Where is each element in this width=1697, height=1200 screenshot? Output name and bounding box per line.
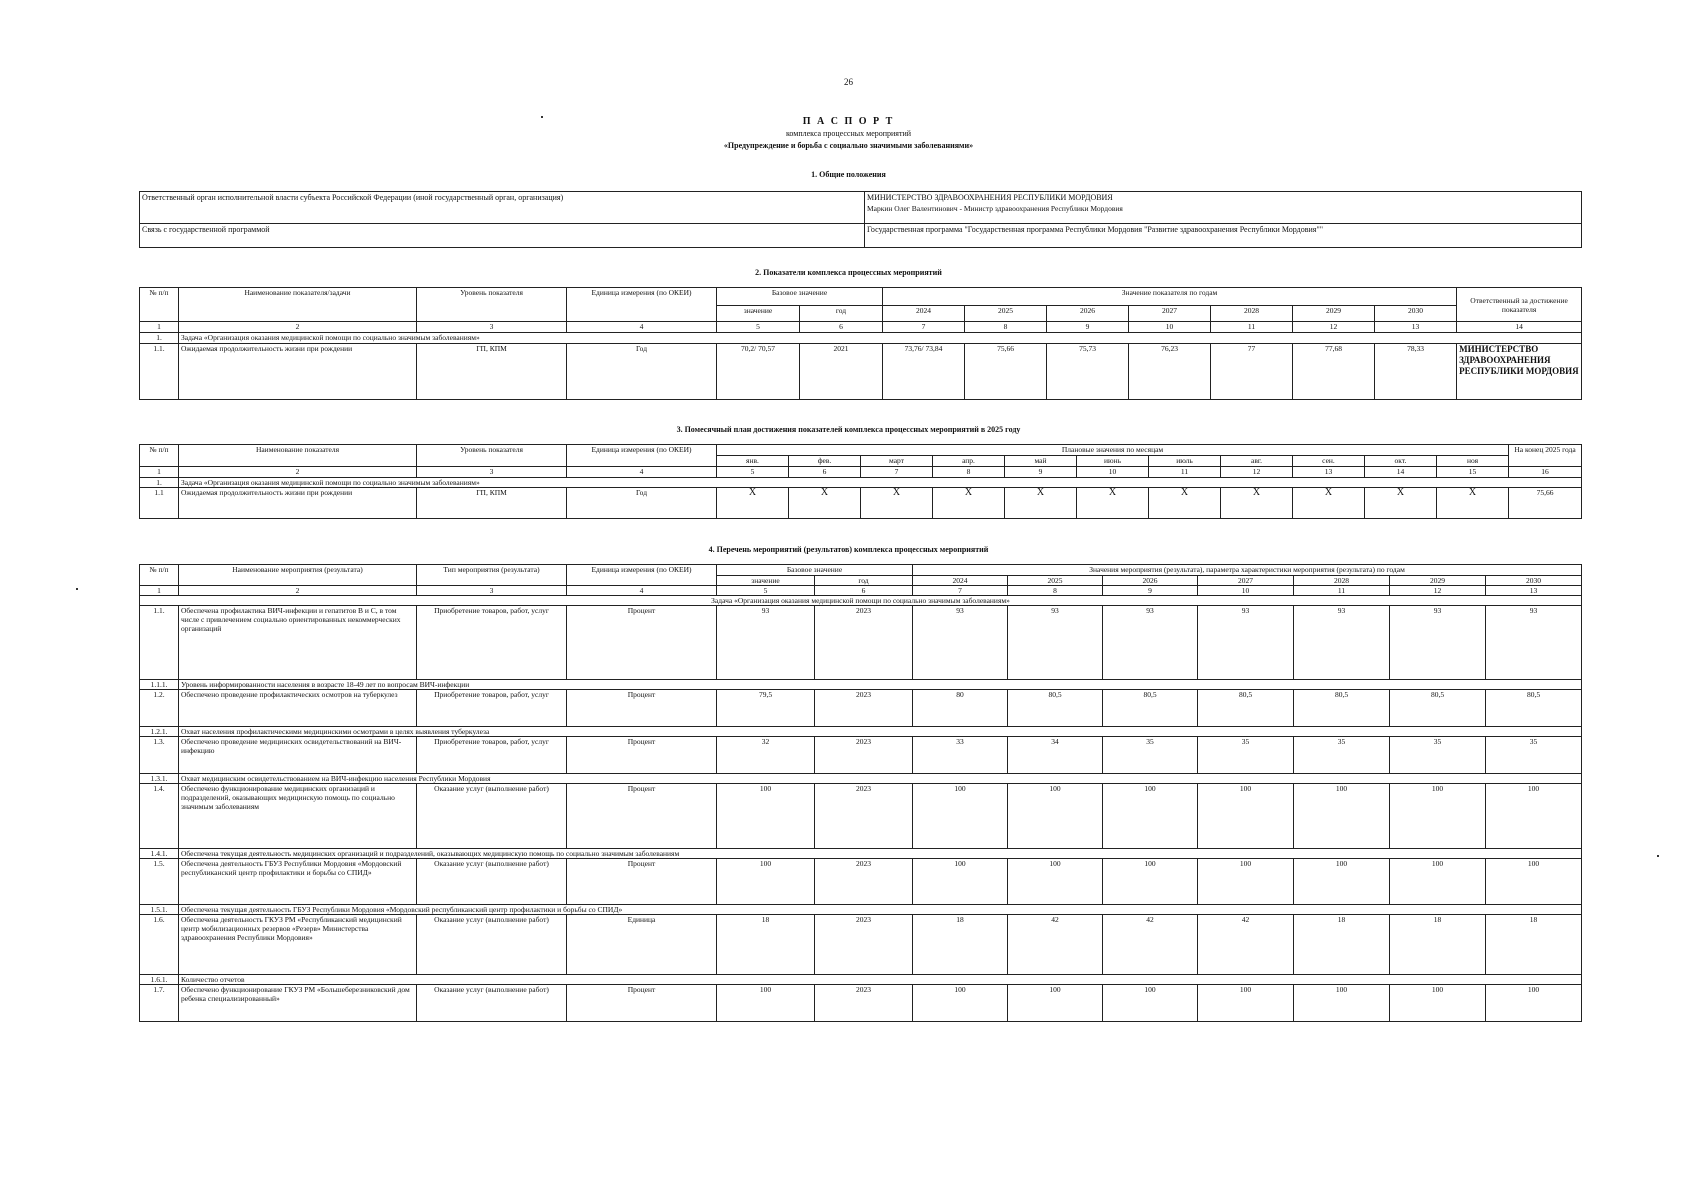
act-sub-name: Обеспечена текущая деятельность медицинских организаций и подразделений, оказывающих медицинскую помощь по социально значимым заболеваниям <box>179 849 1582 859</box>
plan-row-month: X <box>861 488 933 519</box>
act-colnum: 8 <box>1008 586 1103 596</box>
act-row-value: 80,5 <box>1390 690 1486 727</box>
act-row-num: 1.1. <box>140 606 179 680</box>
act-colnum: 7 <box>913 586 1008 596</box>
act-sub-num: 1.3.1. <box>140 774 179 784</box>
ind-colnum: 9 <box>1047 322 1129 333</box>
table-row <box>140 774 1582 784</box>
plan-colnum: 9 <box>1005 467 1077 478</box>
act-row-value: 18 <box>913 915 1008 975</box>
ind-colnum: 10 <box>1129 322 1211 333</box>
act-row-value: 100 <box>1198 985 1294 1022</box>
plan-month: май <box>1005 456 1077 467</box>
plan-colnum: 8 <box>933 467 1005 478</box>
act-row-value: 33 <box>913 737 1008 774</box>
ind-task: Задача «Организация оказания медицинской помощи по социально значимым заболеваниям» <box>179 333 1582 344</box>
act-sub-num: 1.1.1. <box>140 680 179 690</box>
act-row-value: 100 <box>1294 784 1390 849</box>
ind-task-num: 1. <box>140 333 179 344</box>
act-row-base-year: 2023 <box>815 690 913 727</box>
act-sub-num: 1.4.1. <box>140 849 179 859</box>
act-sub-num: 1.6.1. <box>140 975 179 985</box>
plan-colnum: 12 <box>1221 467 1293 478</box>
act-colnum: 1 <box>140 586 179 596</box>
act-row-value: 80,5 <box>1486 690 1582 727</box>
plan-colnum: 1 <box>140 467 179 478</box>
act-year-2029: 2029 <box>1390 576 1486 586</box>
plan-task-num: 1. <box>140 478 179 488</box>
act-row-value: 35 <box>1390 737 1486 774</box>
passport-subtitle-2: «Предупреждение и борьба с социально значимыми заболеваниями» <box>723 141 974 150</box>
ind-row-value: 78,33 <box>1375 344 1457 400</box>
act-row-base-year: 2023 <box>815 606 913 680</box>
act-row-base-val: 79,5 <box>717 690 815 727</box>
table-row <box>140 985 1582 1022</box>
plan-colnum: 2 <box>179 467 417 478</box>
plan-month: март <box>861 456 933 467</box>
responsible-body-value <box>865 192 1582 224</box>
plan-colnum: 7 <box>861 467 933 478</box>
activities-table <box>139 564 1582 1022</box>
act-row-value: 80,5 <box>1008 690 1103 727</box>
ind-colnum: 13 <box>1375 322 1457 333</box>
ind-colnum: 3 <box>417 322 567 333</box>
act-row-value: 35 <box>1103 737 1198 774</box>
act-row-type: Приобретение товаров, работ, услуг <box>417 690 567 727</box>
plan-row-month: X <box>717 488 789 519</box>
act-sub-name: Охват медицинским освидетельствованием на ВИЧ-инфекцию населения Республики Мордовия <box>179 774 1582 784</box>
act-row-value: 35 <box>1198 737 1294 774</box>
act-h-name: Наименование мероприятия (результата) <box>179 565 417 586</box>
act-row-value: 93 <box>1008 606 1103 680</box>
plan-row-unit: Год <box>567 488 717 519</box>
ind-row-name: Ожидаемая продолжительность жизни при рождении <box>179 344 417 400</box>
act-h-val: значение <box>717 576 815 586</box>
act-h-base: Базовое значение <box>717 565 913 576</box>
act-row-value: 34 <box>1008 737 1103 774</box>
act-row-value: 100 <box>1390 859 1486 905</box>
section-4-heading: 4. Перечень мероприятий (результатов) комплекса процессных мероприятий <box>708 545 989 554</box>
scan-speck <box>541 116 543 118</box>
ind-row-num: 1.1. <box>140 344 179 400</box>
plan-month: окт. <box>1365 456 1437 467</box>
act-row-base-val: 100 <box>717 985 815 1022</box>
act-row-type: Оказание услуг (выполнение работ) <box>417 784 567 849</box>
plan-colnum: 3 <box>417 467 567 478</box>
plan-month: июль <box>1149 456 1221 467</box>
ind-row-base-year: 2021 <box>800 344 883 400</box>
ind-year-2024: 2024 <box>883 306 965 322</box>
act-year-2028: 2028 <box>1294 576 1390 586</box>
act-row-name: Обеспечена деятельность ГКУЗ РМ «Республиканский медицинский центр мобилизационных резервов «Резерв» Министерства здравоохранения Республики Мордовия» <box>179 915 417 975</box>
act-colnum: 3 <box>417 586 567 596</box>
plan-row-month: X <box>933 488 1005 519</box>
ind-row-value: 77 <box>1211 344 1293 400</box>
act-row-value: 93 <box>1198 606 1294 680</box>
act-sub-name: Обеспечена текущая деятельность ГБУЗ Республики Мордовия «Мордовский республиканский центр профилактики и борьбы со СПИД» <box>179 905 1582 915</box>
table-row <box>140 680 1582 690</box>
table-row <box>140 690 1582 727</box>
act-colnum: 12 <box>1390 586 1486 596</box>
act-row-base-val: 100 <box>717 784 815 849</box>
ind-colnum: 1 <box>140 322 179 333</box>
act-year-2026: 2026 <box>1103 576 1198 586</box>
responsible-body-label: Ответственный орган исполнительной власти субъекта Российской Федерации (иной государственный орган, организация) <box>140 192 865 224</box>
ind-colnum: 8 <box>965 322 1047 333</box>
plan-colnum: 5 <box>717 467 789 478</box>
act-sub-name: Количество отчетов <box>179 975 1582 985</box>
act-row-value: 100 <box>1008 985 1103 1022</box>
act-row-value: 100 <box>1390 784 1486 849</box>
act-row-name: Обеспечена деятельность ГБУЗ Республики Мордовия «Мордовский республиканский центр профилактики и борьбы со СПИД» <box>179 859 417 905</box>
act-row-value: 35 <box>1486 737 1582 774</box>
act-colnum: 6 <box>815 586 913 596</box>
act-row-value: 100 <box>913 985 1008 1022</box>
section-1-heading: 1. Общие положения <box>811 170 886 179</box>
plan-task: Задача «Организация оказания медицинской помощи по социально значимым заболеваниям» <box>179 478 1582 488</box>
act-row-value: 100 <box>913 784 1008 849</box>
general-info-table <box>139 191 1582 248</box>
plan-row-month: X <box>1365 488 1437 519</box>
plan-colnum: 13 <box>1293 467 1365 478</box>
table-row <box>140 727 1582 737</box>
minister-name: Маркин Олег Валентинович - Министр здравоохранения Республики Мордовия <box>867 204 1123 213</box>
act-row-base-year: 2023 <box>815 915 913 975</box>
act-row-value: 100 <box>1008 859 1103 905</box>
act-colnum: 2 <box>179 586 417 596</box>
act-row-base-val: 100 <box>717 859 815 905</box>
ind-year-2030: 2030 <box>1375 306 1457 322</box>
act-row-value: 93 <box>1486 606 1582 680</box>
act-h-unit: Единица измерения (по ОКЕИ) <box>567 565 717 586</box>
monthly-plan-table <box>139 444 1582 519</box>
plan-row-end: 75,66 <box>1509 488 1582 519</box>
table-row <box>140 849 1582 859</box>
plan-month: янв. <box>717 456 789 467</box>
act-row-value: 80 <box>913 690 1008 727</box>
passport-header <box>0 116 1697 152</box>
plan-month: июнь <box>1077 456 1149 467</box>
act-row-type: Приобретение товаров, работ, услуг <box>417 606 567 680</box>
act-colnum: 4 <box>567 586 717 596</box>
act-sub-num: 1.5.1. <box>140 905 179 915</box>
ministry-name: МИНИСТЕРСТВО ЗДРАВООХРАНЕНИЯ РЕСПУБЛИКИ МОРДОВИЯ <box>867 193 1113 202</box>
ind-row-value: 75,73 <box>1047 344 1129 400</box>
plan-colnum: 14 <box>1365 467 1437 478</box>
ind-h-val: значение <box>717 306 800 322</box>
ind-colnum: 14 <box>1457 322 1582 333</box>
ind-row-value: 75,66 <box>965 344 1047 400</box>
ind-row-resp: МИНИСТЕРСТВО ЗДРАВООХРАНЕНИЯ РЕСПУБЛИКИ МОРДОВИЯ <box>1457 344 1582 400</box>
ind-row-value: 76,23 <box>1129 344 1211 400</box>
act-row-name: Обеспечено функционирование медицинских организаций и подразделений, оказывающих медицинскую помощь по социально значимым заболеваниям <box>179 784 417 849</box>
act-row-value: 100 <box>1103 985 1198 1022</box>
act-row-value: 100 <box>1294 859 1390 905</box>
ind-row-unit: Год <box>567 344 717 400</box>
act-row-type: Оказание услуг (выполнение работ) <box>417 859 567 905</box>
act-row-value: 100 <box>1294 985 1390 1022</box>
act-row-value: 93 <box>1103 606 1198 680</box>
act-row-name: Обеспечена профилактика ВИЧ-инфекции и гепатитов В и С, в том числе с привлечением социально ориентированных некоммерческих организаций <box>179 606 417 680</box>
scan-speck <box>1657 855 1659 857</box>
plan-h-level: Уровень показателя <box>417 445 567 467</box>
page-number: 26 <box>844 77 853 87</box>
ind-year-2029: 2029 <box>1293 306 1375 322</box>
plan-h-end: На конец 2025 года <box>1509 445 1582 467</box>
ind-colnum: 12 <box>1293 322 1375 333</box>
plan-colnum: 4 <box>567 467 717 478</box>
act-row-value: 80,5 <box>1103 690 1198 727</box>
ind-colnum: 2 <box>179 322 417 333</box>
act-h-type: Тип мероприятия (результата) <box>417 565 567 586</box>
plan-row-month: X <box>789 488 861 519</box>
ind-row-value: 77,68 <box>1293 344 1375 400</box>
act-row-value: 42 <box>1198 915 1294 975</box>
act-h-years-title: Значения мероприятия (результата), параметра характеристики мероприятия (результата) по годам <box>913 565 1582 576</box>
act-year-2030: 2030 <box>1486 576 1582 586</box>
ind-year-2027: 2027 <box>1129 306 1211 322</box>
act-task: Задача «Организация оказания медицинской помощи по социально значимым заболеваниям» <box>140 596 1582 606</box>
act-h-year: год <box>815 576 913 586</box>
act-row-num: 1.3. <box>140 737 179 774</box>
plan-row-month: X <box>1437 488 1509 519</box>
table-row <box>140 915 1582 975</box>
act-h-num: № п/п <box>140 565 179 586</box>
act-sub-name: Уровень информированности населения в возрасте 18-49 лет по вопросам ВИЧ-инфекции <box>179 680 1582 690</box>
act-colnum: 9 <box>1103 586 1198 596</box>
plan-row-month: X <box>1221 488 1293 519</box>
act-row-value: 80,5 <box>1294 690 1390 727</box>
act-row-num: 1.2. <box>140 690 179 727</box>
passport-title: П А С П О Р Т <box>802 116 895 127</box>
act-row-name: Обеспечено функционирование ГКУЗ РМ «Большеберезниковский дом ребенка специализированный» <box>179 985 417 1022</box>
act-row-value: 80,5 <box>1198 690 1294 727</box>
indicators-table <box>139 287 1582 400</box>
act-row-base-year: 2023 <box>815 784 913 849</box>
plan-month: сен. <box>1293 456 1365 467</box>
plan-row-month: X <box>1293 488 1365 519</box>
plan-colnum: 16 <box>1509 467 1582 478</box>
act-row-base-year: 2023 <box>815 985 913 1022</box>
table-row <box>140 606 1582 680</box>
act-sub-num: 1.2.1. <box>140 727 179 737</box>
ind-row-level: ГП, КПМ <box>417 344 567 400</box>
act-row-value: 100 <box>1008 784 1103 849</box>
plan-row-month: X <box>1149 488 1221 519</box>
act-year-2024: 2024 <box>913 576 1008 586</box>
act-row-value: 100 <box>1486 859 1582 905</box>
plan-colnum: 6 <box>789 467 861 478</box>
ind-row-base-val: 70,2/ 70,57 <box>717 344 800 400</box>
ind-h-unit: Единица измерения (по ОКЕИ) <box>567 288 717 322</box>
act-row-value: 100 <box>1103 784 1198 849</box>
scan-speck <box>76 588 78 590</box>
act-row-num: 1.4. <box>140 784 179 849</box>
table-row <box>140 975 1582 985</box>
table-row <box>140 905 1582 915</box>
plan-month: фев. <box>789 456 861 467</box>
plan-colnum: 10 <box>1077 467 1149 478</box>
plan-row-month: X <box>1005 488 1077 519</box>
ind-h-year: год <box>800 306 883 322</box>
act-row-type: Приобретение товаров, работ, услуг <box>417 737 567 774</box>
plan-row-month: X <box>1077 488 1149 519</box>
plan-h-unit: Единица измерения (по ОКЕИ) <box>567 445 717 467</box>
plan-h-months-title: Плановые значения по месяцам <box>717 445 1509 456</box>
act-row-unit: Процент <box>567 737 717 774</box>
ind-h-num: № п/п <box>140 288 179 322</box>
act-row-type: Оказание услуг (выполнение работ) <box>417 915 567 975</box>
plan-month: ноя <box>1437 456 1509 467</box>
act-row-value: 18 <box>1294 915 1390 975</box>
act-row-value: 100 <box>1486 784 1582 849</box>
act-colnum: 10 <box>1198 586 1294 596</box>
act-row-type: Оказание услуг (выполнение работ) <box>417 985 567 1022</box>
act-row-base-val: 93 <box>717 606 815 680</box>
section-3-heading: 3. Помесячный план достижения показателей комплекса процессных мероприятий в 2025 году <box>676 425 1021 434</box>
table-row <box>140 737 1582 774</box>
act-sub-name: Охват населения профилактическими медицинскими осмотрами в целях выявления туберкулеза <box>179 727 1582 737</box>
ind-colnum: 4 <box>567 322 717 333</box>
act-row-value: 18 <box>1390 915 1486 975</box>
ind-year-2028: 2028 <box>1211 306 1293 322</box>
table-row <box>140 784 1582 849</box>
act-row-value: 42 <box>1008 915 1103 975</box>
ind-h-name: Наименование показателя/задачи <box>179 288 417 322</box>
act-row-unit: Процент <box>567 859 717 905</box>
plan-row-level: ГП, КПМ <box>417 488 567 519</box>
plan-month: апр. <box>933 456 1005 467</box>
ind-colnum: 7 <box>883 322 965 333</box>
ind-colnum: 5 <box>717 322 800 333</box>
ind-h-resp: Ответственный за достижение показателя <box>1457 288 1582 322</box>
plan-row-num: 1.1 <box>140 488 179 519</box>
act-row-unit: Процент <box>567 784 717 849</box>
act-year-2027: 2027 <box>1198 576 1294 586</box>
act-row-unit: Единица <box>567 915 717 975</box>
act-row-base-val: 32 <box>717 737 815 774</box>
ind-h-years-title: Значение показателя по годам <box>883 288 1457 306</box>
plan-colnum: 15 <box>1437 467 1509 478</box>
act-row-value: 100 <box>1486 985 1582 1022</box>
plan-colnum: 11 <box>1149 467 1221 478</box>
act-year-2025: 2025 <box>1008 576 1103 586</box>
act-row-base-year: 2023 <box>815 737 913 774</box>
ind-year-2025: 2025 <box>965 306 1047 322</box>
plan-row-name: Ожидаемая продолжительность жизни при рождении <box>179 488 417 519</box>
act-row-num: 1.7. <box>140 985 179 1022</box>
act-row-value: 100 <box>913 859 1008 905</box>
act-row-value: 42 <box>1103 915 1198 975</box>
ind-colnum: 11 <box>1211 322 1293 333</box>
act-colnum: 13 <box>1486 586 1582 596</box>
program-link-label: Связь с государственной программой <box>140 224 865 248</box>
act-row-value: 35 <box>1294 737 1390 774</box>
act-row-value: 93 <box>913 606 1008 680</box>
ind-colnum: 6 <box>800 322 883 333</box>
act-row-value: 100 <box>1198 784 1294 849</box>
act-row-num: 1.5. <box>140 859 179 905</box>
act-row-value: 93 <box>1390 606 1486 680</box>
passport-subtitle-1: комплекса процессных мероприятий <box>785 129 912 138</box>
ind-h-level: Уровень показателя <box>417 288 567 322</box>
act-row-name: Обеспечено проведение медицинских освидетельствований на ВИЧ-инфекцию <box>179 737 417 774</box>
ind-h-base: Базовое значение <box>717 288 883 306</box>
table-row <box>140 859 1582 905</box>
act-row-base-val: 18 <box>717 915 815 975</box>
act-row-value: 93 <box>1294 606 1390 680</box>
act-colnum: 5 <box>717 586 815 596</box>
act-row-num: 1.6. <box>140 915 179 975</box>
ind-row-value: 73,76/ 73,84 <box>883 344 965 400</box>
plan-month: авг. <box>1221 456 1293 467</box>
ind-year-2026: 2026 <box>1047 306 1129 322</box>
act-row-value: 100 <box>1103 859 1198 905</box>
act-row-value: 100 <box>1390 985 1486 1022</box>
plan-h-num: № п/п <box>140 445 179 467</box>
program-link-value: Государственная программа "Государственная программа Республики Мордовия "Развитие здравоохранения Республики Мордовия"" <box>865 224 1582 248</box>
act-row-base-year: 2023 <box>815 859 913 905</box>
act-row-unit: Процент <box>567 985 717 1022</box>
plan-h-name: Наименование показателя <box>179 445 417 467</box>
act-row-value: 18 <box>1486 915 1582 975</box>
act-row-name: Обеспечено проведение профилактических осмотров на туберкулез <box>179 690 417 727</box>
act-colnum: 11 <box>1294 586 1390 596</box>
act-row-unit: Процент <box>567 606 717 680</box>
section-2-heading: 2. Показатели комплекса процессных мероприятий <box>755 268 942 277</box>
act-row-value: 100 <box>1198 859 1294 905</box>
act-row-unit: Процент <box>567 690 717 727</box>
